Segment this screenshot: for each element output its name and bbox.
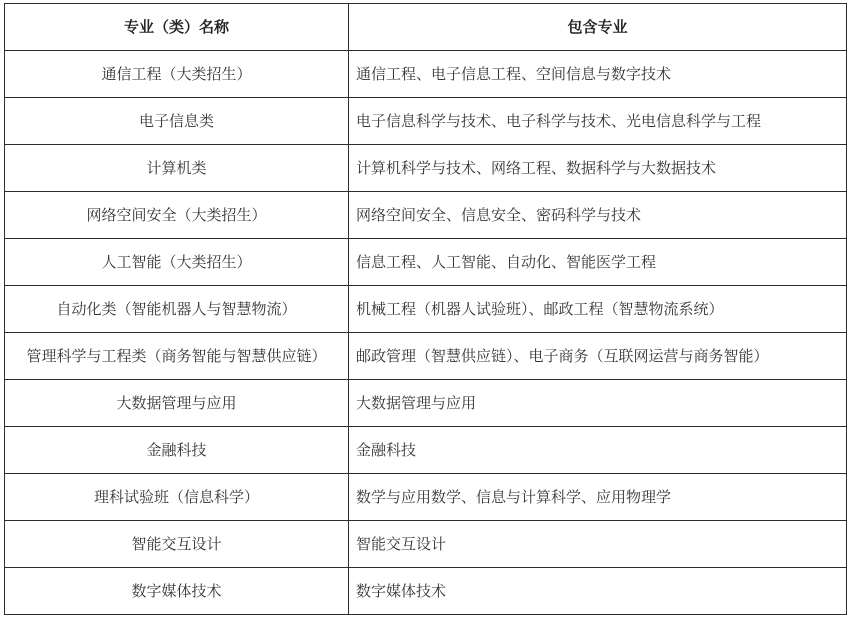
- majors-table-container: [4, 3, 846, 615]
- table-row: [5, 51, 847, 98]
- table-row: [5, 239, 847, 286]
- table-row: [5, 192, 847, 239]
- table-row: [5, 380, 847, 427]
- row-included-majors: 网络空间安全、信息安全、密码科学与技术: [349, 192, 847, 239]
- row-category-name: 大数据管理与应用: [5, 380, 349, 427]
- row-included-majors: 通信工程、电子信息工程、空间信息与数字技术: [349, 51, 847, 98]
- table-row: [5, 286, 847, 333]
- row-included-majors: 金融科技: [349, 427, 847, 474]
- majors-table: [4, 3, 847, 615]
- row-included-majors: 电子信息科学与技术、电子科学与技术、光电信息科学与工程: [349, 98, 847, 145]
- row-category-name: 网络空间安全（大类招生）: [5, 192, 349, 239]
- table-row: [5, 98, 847, 145]
- header-major-category: 专业（类）名称: [5, 4, 349, 51]
- table-row: [5, 474, 847, 521]
- row-category-name: 计算机类: [5, 145, 349, 192]
- row-included-majors: 信息工程、人工智能、自动化、智能医学工程: [349, 239, 847, 286]
- table-row: [5, 568, 847, 615]
- row-included-majors: 计算机科学与技术、网络工程、数据科学与大数据技术: [349, 145, 847, 192]
- row-category-name: 智能交互设计: [5, 521, 349, 568]
- row-included-majors: 大数据管理与应用: [349, 380, 847, 427]
- row-category-name: 电子信息类: [5, 98, 349, 145]
- row-category-name: 通信工程（大类招生）: [5, 51, 349, 98]
- row-included-majors: 数字媒体技术: [349, 568, 847, 615]
- row-category-name: 理科试验班（信息科学）: [5, 474, 349, 521]
- row-category-name: 自动化类（智能机器人与智慧物流）: [5, 286, 349, 333]
- row-included-majors: 智能交互设计: [349, 521, 847, 568]
- row-category-name: 人工智能（大类招生）: [5, 239, 349, 286]
- table-header-row: [5, 4, 847, 51]
- row-category-name: 数字媒体技术: [5, 568, 349, 615]
- row-category-name: 金融科技: [5, 427, 349, 474]
- table-row: [5, 521, 847, 568]
- table-row: [5, 333, 847, 380]
- header-included-majors: 包含专业: [349, 4, 847, 51]
- row-included-majors: 数学与应用数学、信息与计算科学、应用物理学: [349, 474, 847, 521]
- table-row: [5, 427, 847, 474]
- row-included-majors: 机械工程（机器人试验班）、邮政工程（智慧物流系统）: [349, 286, 847, 333]
- row-category-name: 管理科学与工程类（商务智能与智慧供应链）: [5, 333, 349, 380]
- row-included-majors: 邮政管理（智慧供应链）、电子商务（互联网运营与商务智能）: [349, 333, 847, 380]
- table-row: [5, 145, 847, 192]
